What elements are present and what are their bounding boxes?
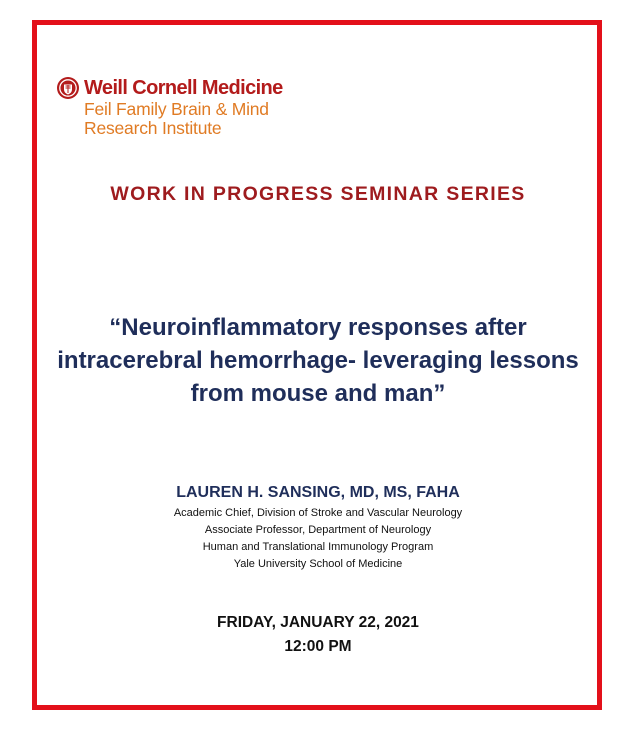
speaker-name: LAUREN H. SANSING, MD, MS, FAHA <box>176 484 460 501</box>
affiliation-line: Human and Translational Immunology Program <box>202 541 434 553</box>
affiliation-line: Associate Professor, Department of Neurology <box>204 524 432 536</box>
seminar-series-title: WORK IN PROGRESS SEMINAR SERIES <box>110 183 526 205</box>
cornell-seal-icon <box>56 76 80 100</box>
speaker-affiliations <box>0 505 636 573</box>
brand-name: Weill Cornell Medicine <box>84 77 283 99</box>
event-time: 12:00 PM <box>284 638 352 655</box>
affiliation-line: Yale University School of Medicine <box>233 558 403 570</box>
affiliation-line: Academic Chief, Division of Stroke and Vascular Neurology <box>173 507 463 519</box>
talk-title: “Neuroinflammatory responses after intracerebral hemorrhage- leveraging lessons from mouse and man” <box>57 314 579 407</box>
event-date: FRIDAY, JANUARY 22, 2021 <box>217 614 419 631</box>
event-datetime <box>0 611 636 659</box>
institute-line-2: Research Institute <box>84 118 222 138</box>
institution-logo <box>56 76 356 138</box>
institute-line-1: Feil Family Brain & Mind <box>84 99 269 119</box>
